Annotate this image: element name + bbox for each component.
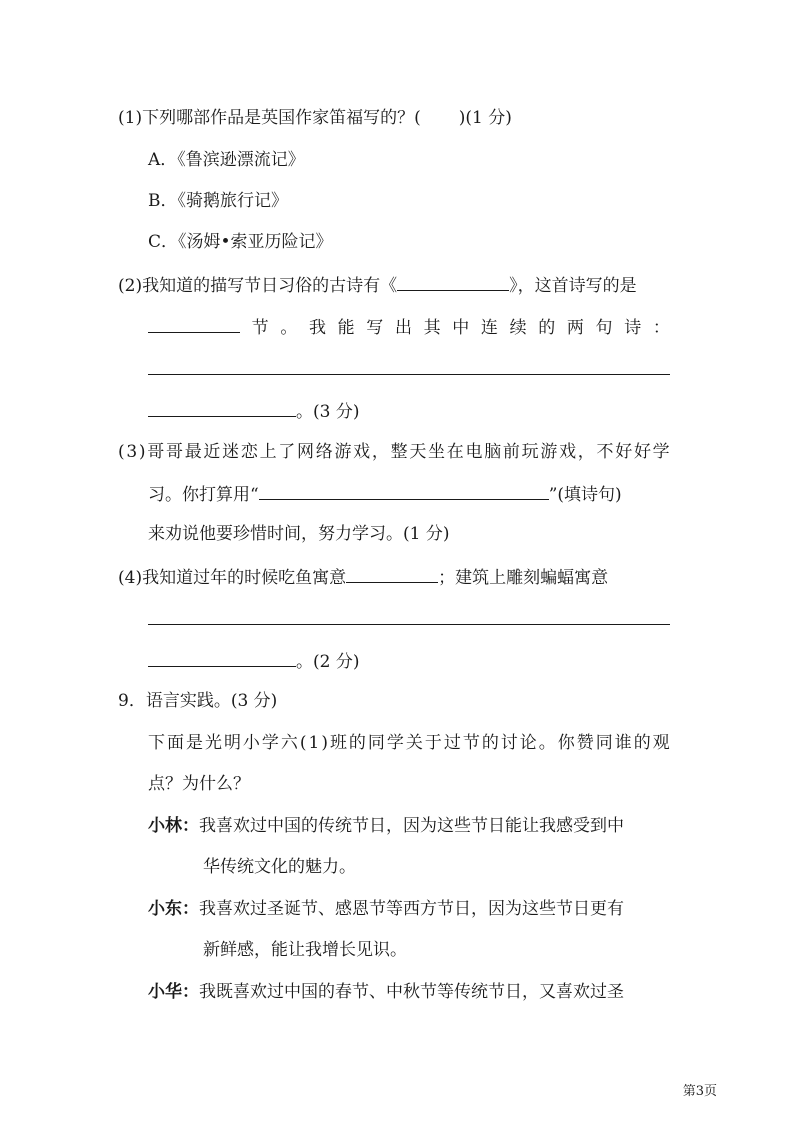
speaker-xiaohua: 小华：我既喜欢过中国的春节、中秋节等传统节日，又喜欢过圣 [148, 982, 624, 1002]
q3-line1: ( 3 ) 哥 哥 最 近 迷 恋 上 了 网 络 游 戏 ， 整 天 坐 在 电 脑 前 玩 游 戏 ， 不 好 好 学 [118, 442, 670, 462]
q9-intro-line2: 点？为什么？ [148, 774, 250, 794]
q2-answer-line[interactable] [148, 374, 670, 375]
q4-line1: (4)我知道过年的时候吃鱼寓意 ；建筑上雕刻蝙蝠寓意 [118, 564, 608, 588]
q2-poem-lines-blank[interactable] [148, 398, 296, 417]
q4-line3: 。(2 分) [148, 648, 359, 672]
page-number: 第3页 [682, 1084, 717, 1099]
q3-poem-blank[interactable] [259, 481, 549, 500]
q2-line2: 节 。 我 能 写 出 其 中 连 续 的 两 句 诗 ： [148, 314, 670, 338]
q3-line3: 来劝说他要珍惜时间，努力学习。(1 分) [148, 524, 450, 544]
speaker-name: 小华： [148, 982, 199, 1002]
q9-title: 9．语言实践。(3 分) [118, 691, 278, 711]
q2-line4: 。(3 分) [148, 398, 359, 422]
q1-option-b: B．《骑鹅旅行记》 [148, 191, 288, 211]
q4-answer-line[interactable] [148, 624, 670, 625]
q4-fish-meaning-blank[interactable] [346, 564, 438, 583]
speaker-name: 小林： [148, 816, 199, 836]
q1-option-a: A．《鲁滨逊漂流记》 [148, 150, 305, 170]
speaker-name: 小东： [148, 899, 199, 919]
speaker-xiaolin-cont: 华传统文化的魅力。 [203, 857, 356, 877]
q2-festival-blank[interactable] [148, 314, 240, 333]
q4-bat-meaning-blank[interactable] [148, 648, 296, 667]
q1-stem: (1)下列哪部作品是英国作家笛福写的？( )(1 分) [118, 108, 512, 128]
q2-poem-title-blank[interactable] [397, 272, 509, 291]
q1-option-c: C．《汤姆•索亚历险记》 [148, 232, 333, 252]
speaker-xiaolin: 小林：我喜欢过中国的传统节日，因为这些节日能让我感受到中 [148, 816, 624, 836]
q2-line1: (2)我知道的描写节日习俗的古诗有《 》，这首诗写的是 [118, 272, 637, 296]
speaker-xiaodong: 小东：我喜欢过圣诞节、感恩节等西方节日，因为这些节日更有 [148, 899, 624, 919]
q3-line2: 习。你打算用“ ”(填诗句) [148, 481, 622, 505]
speaker-xiaodong-cont: 新鲜感，能让我增长见识。 [203, 940, 407, 960]
q9-intro-line1: 下 面 是 光 明 小 学 六 ( 1 ) 班 的 同 学 关 于 过 节 的 讨 论 。 你 赞 同 谁 的 观 [148, 733, 670, 753]
